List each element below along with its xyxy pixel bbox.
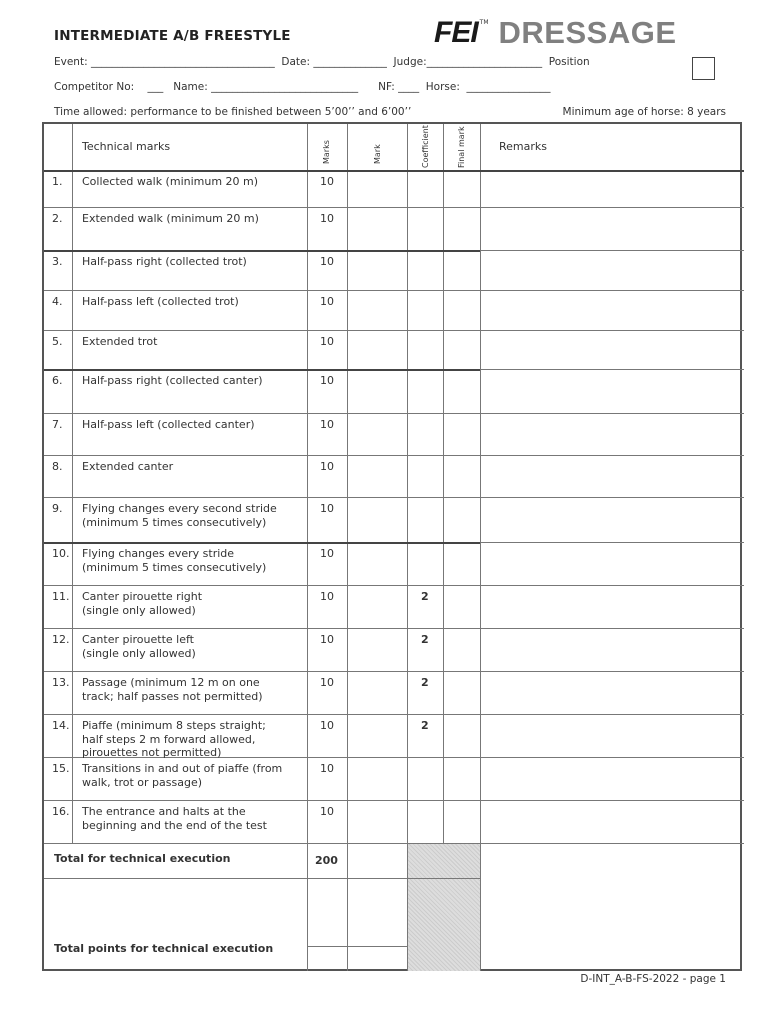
row-max-marks: 10 [320,335,334,348]
row-number: 7. [52,418,63,431]
row-max-marks: 10 [320,212,334,225]
header-technical-marks: Technical marks [82,140,171,153]
competitor-line: Competitor No: ___ Name: ____________________________ NF: ____ Horse: ________________ [54,81,551,93]
row-max-marks: 10 [320,175,334,188]
row-technical-mark: Canter pirouette right (single only allowed) [82,590,203,617]
row-coefficient: 2 [421,633,429,646]
table-row-divider [480,413,744,414]
row-max-marks: 10 [320,547,334,560]
row-max-marks: 10 [320,460,334,473]
row-max-marks: 10 [320,374,334,387]
row-number: 15. [52,762,70,775]
mark-input-cell[interactable] [348,208,406,249]
row-max-marks: 10 [320,590,334,603]
mark-input-cell[interactable] [348,414,406,454]
table-row-divider [480,369,744,370]
table-row-divider [307,946,407,947]
table-row-divider [44,455,480,456]
row-number: 8. [52,460,63,473]
table-column-divider [407,124,408,843]
row-technical-mark: Extended walk (minimum 20 m) [82,212,259,225]
row-technical-mark: Passage (minimum 12 m on one track; half passes not permitted) [82,676,263,703]
table-row-divider [480,843,744,844]
row-number: 5. [52,335,63,348]
row-number: 3. [52,255,63,268]
logo-trademark: TM [479,18,489,26]
row-technical-mark: Half-pass right (collected trot) [82,255,247,268]
total-points-label: Total points for technical execution [54,942,274,955]
row-technical-mark: Half-pass left (collected trot) [82,295,239,308]
table-row-divider [480,800,744,801]
logo-dressage-text: DRESSAGE [498,15,677,50]
row-technical-mark: Half-pass right (collected canter) [82,374,263,387]
page-footer: D-INT_A-B-FS-2022 - page 1 [580,973,726,985]
table-row-divider [44,207,480,208]
row-max-marks: 10 [320,805,334,818]
row-number: 13. [52,676,70,689]
row-number: 11. [52,590,70,603]
table-row-divider [480,757,744,758]
mark-input-cell[interactable] [348,758,406,799]
row-number: 10. [52,547,70,560]
position-box[interactable] [692,57,715,80]
form-title: INTERMEDIATE A/B FREESTYLE [54,28,291,44]
mark-input-cell[interactable] [348,331,406,368]
row-max-marks: 10 [320,418,334,431]
table-row-divider [480,542,744,543]
row-technical-mark: Piaffe (minimum 8 steps straight; half steps 2 m forward allowed, pirouettes not permitted) [82,719,266,759]
table-row-divider [480,250,744,251]
table-row-divider [480,497,744,498]
table-row-divider [44,542,480,544]
row-max-marks: 10 [320,255,334,268]
table-row-divider [44,843,480,844]
row-number: 2. [52,212,63,225]
time-allowed: Time allowed: performance to be finished between 5’00’’ and 6’00’’ [54,106,412,118]
row-max-marks: 10 [320,633,334,646]
table-row-divider [44,628,480,629]
mark-input-cell[interactable] [348,251,406,289]
table-row-divider [44,585,480,586]
row-technical-mark: Extended trot [82,335,158,348]
row-technical-mark: Collected walk (minimum 20 m) [82,175,259,188]
table-row-divider [44,250,480,252]
fei-dressage-logo [434,16,677,50]
row-number: 16. [52,805,70,818]
row-technical-mark: Flying changes every stride (minimum 5 times consecutively) [82,547,267,574]
table-row-divider [44,497,480,498]
row-technical-mark: Transitions in and out of piaffe (from walk, trot or passage) [82,762,283,789]
table-column-divider [307,843,308,971]
mark-input-cell[interactable] [348,672,406,713]
table-row-divider [480,585,744,586]
row-technical-mark: Flying changes every second stride (minimum 5 times consecutively) [82,502,277,529]
table-row-divider [480,628,744,629]
row-max-marks: 10 [320,502,334,515]
row-technical-mark: Canter pirouette left (single only allowed) [82,633,196,660]
table-row-divider [480,207,744,208]
mark-input-cell[interactable] [348,171,406,206]
row-number: 9. [52,502,63,515]
table-row-divider [480,714,744,715]
shaded-cell [408,843,480,971]
row-max-marks: 10 [320,762,334,775]
table-row-divider [44,714,480,715]
row-number: 1. [52,175,63,188]
mark-input-cell[interactable] [348,801,406,842]
row-number: 4. [52,295,63,308]
mark-input-cell[interactable] [348,370,406,412]
header-remarks: Remarks [499,140,547,153]
table-row-divider [44,369,480,371]
table-row-divider [44,330,480,331]
row-technical-mark: The entrance and halts at the beginning and the end of the test [82,805,267,832]
table-row-divider [480,671,744,672]
mark-input-cell[interactable] [348,291,406,329]
mark-input-cell[interactable] [348,586,406,627]
row-coefficient: 2 [421,719,429,732]
table-column-divider [443,124,444,843]
event-date-judge-line: Event: ___________________________________ Date: ______________ Judge:______________________ Position [54,56,590,68]
row-technical-mark: Half-pass left (collected canter) [82,418,255,431]
mark-input-cell[interactable] [348,498,406,541]
table-column-divider [480,124,481,843]
row-max-marks: 10 [320,676,334,689]
technical-marks-table [42,122,742,971]
table-column-divider [407,843,408,971]
header-final-mark: Final mark [457,126,466,168]
table-row-divider [480,330,744,331]
table-column-divider [347,843,348,971]
total-technical-label: Total for technical execution [54,852,231,865]
row-technical-mark: Extended canter [82,460,174,473]
header-coefficient: Coefficient [421,125,430,168]
table-row-divider [44,290,480,291]
table-row-divider [44,800,480,801]
row-number: 14. [52,719,70,732]
total-technical-marks: 200 [315,854,338,867]
table-row-divider [44,413,480,414]
row-coefficient: 2 [421,676,429,689]
row-max-marks: 10 [320,719,334,732]
table-row-divider [44,671,480,672]
mark-input-cell[interactable] [348,456,406,496]
row-coefficient: 2 [421,590,429,603]
table-row-divider [44,878,480,879]
table-column-divider [307,124,308,843]
table-column-divider [480,843,481,971]
table-column-divider [72,124,73,843]
mark-input-cell[interactable] [348,715,406,756]
table-row-divider [480,290,744,291]
mark-input-cell[interactable] [348,629,406,670]
header-mark: Mark [373,144,382,164]
header-marks: Marks [322,140,331,164]
row-max-marks: 10 [320,295,334,308]
logo-fei-text: FEI [434,16,478,49]
row-number: 12. [52,633,70,646]
row-number: 6. [52,374,63,387]
mark-input-cell[interactable] [348,543,406,584]
table-row-divider [480,455,744,456]
minimum-age: Minimum age of horse: 8 years [562,106,726,118]
